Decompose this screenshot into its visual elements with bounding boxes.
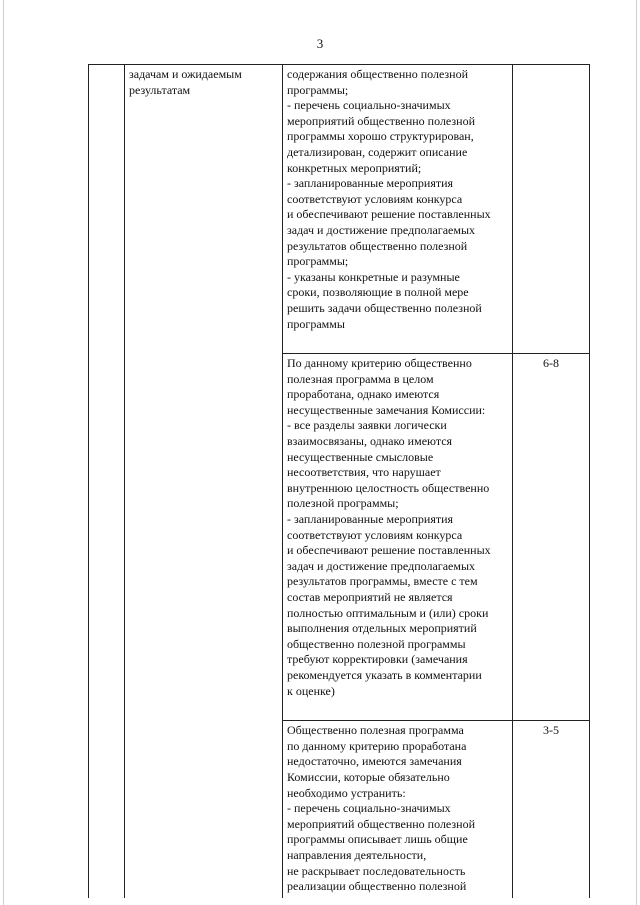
text-line: детализирован, содержит описание bbox=[287, 144, 468, 159]
text-line: направления деятельности, bbox=[287, 847, 427, 862]
description-cell bbox=[283, 721, 513, 898]
number-cell bbox=[89, 65, 125, 898]
description-text bbox=[287, 356, 508, 699]
criterion-text bbox=[129, 67, 278, 98]
page-number: 3 bbox=[316, 36, 324, 51]
text-line: полезной программы; bbox=[287, 496, 399, 511]
text-line: - перечень социально-значимых bbox=[287, 98, 451, 113]
description-cell bbox=[283, 65, 513, 354]
scan-edge-right bbox=[636, 0, 637, 905]
text-line: требуют корректировки (замечания bbox=[287, 652, 468, 667]
text-line: рекомендуется указать в комментарии bbox=[287, 667, 482, 682]
text-line: не раскрывает последовательность bbox=[287, 863, 466, 878]
text-line: содержания общественно полезной bbox=[287, 67, 469, 81]
text-line: - все разделы заявки логически bbox=[287, 418, 447, 433]
text-line: программы bbox=[287, 316, 345, 331]
text-line: мероприятий общественно полезной bbox=[287, 113, 475, 128]
text-line: полезная программа в целом bbox=[287, 371, 434, 386]
text-line: полностью оптимальным и (или) сроки bbox=[287, 605, 489, 620]
text-line: Комиссии, которые обязательно bbox=[287, 769, 450, 784]
text-line: соответствуют условиям конкурса bbox=[287, 191, 463, 206]
text-line: сроки, позволяющие в полной мере bbox=[287, 285, 469, 300]
text-line: и обеспечивают решение поставленных bbox=[287, 207, 491, 222]
scan-edge-left bbox=[3, 0, 4, 905]
description-text bbox=[287, 723, 508, 895]
text-line: недостаточно, имеются замечания bbox=[287, 754, 462, 769]
text-line: Общественно полезная программа bbox=[287, 723, 464, 738]
description-cell bbox=[283, 354, 513, 721]
text-line: общественно полезной программы bbox=[287, 636, 466, 651]
text-line: решить задачи общественно полезной bbox=[287, 300, 482, 315]
text-line: необходимо устранить: bbox=[287, 785, 406, 800]
text-line: несущественные замечания Комиссии: bbox=[287, 402, 486, 417]
text-line: задач и достижение предполагаемых bbox=[287, 558, 476, 573]
score-cell: 6-8 bbox=[513, 354, 590, 721]
text-line: - перечень социально-значимых bbox=[287, 801, 451, 816]
text-line: - запланированные мероприятия bbox=[287, 176, 454, 191]
description-text bbox=[287, 67, 508, 332]
text-line: проработана, однако имеются bbox=[287, 387, 440, 402]
text-line: реализации общественно полезной bbox=[287, 879, 467, 894]
text-line: - запланированные мероприятия bbox=[287, 512, 454, 527]
text-line: результатов общественно полезной bbox=[287, 238, 468, 253]
text-line: и обеспечивают решение поставленных bbox=[287, 543, 491, 558]
text-line: программы хорошо структурирован, bbox=[287, 129, 474, 144]
text-line: выполнения отдельных мероприятий bbox=[287, 621, 477, 636]
text-line: соответствуют условиям конкурса bbox=[287, 527, 463, 542]
text-line: состав мероприятий не является bbox=[287, 590, 453, 604]
text-line: задачам и ожидаемым bbox=[129, 67, 242, 81]
text-line: - указаны конкретные и разумные bbox=[287, 269, 460, 284]
text-line: несущественные смысловые bbox=[287, 449, 434, 464]
text-line: конкретных мероприятий; bbox=[287, 160, 422, 175]
text-line: к оценке) bbox=[287, 683, 335, 698]
score-cell: 3-5 bbox=[513, 721, 590, 898]
text-line: программы описывает лишь общие bbox=[287, 832, 468, 847]
table-row bbox=[89, 65, 590, 354]
text-line: внутреннюю целостность общественно bbox=[287, 480, 490, 495]
criterion-cell bbox=[125, 65, 283, 898]
text-line: задач и достижение предполагаемых bbox=[287, 222, 476, 237]
text-line: мероприятий общественно полезной bbox=[287, 816, 475, 831]
criteria-table bbox=[88, 64, 590, 898]
text-line: По данному критерию общественно bbox=[287, 356, 472, 371]
text-line: результатам bbox=[129, 82, 191, 97]
text-line: программы; bbox=[287, 254, 349, 269]
text-line: взаимосвязаны, однако имеются bbox=[287, 434, 453, 449]
text-line: несоответствия, что нарушает bbox=[287, 465, 441, 480]
text-line: результатов программы, вместе с тем bbox=[287, 574, 478, 589]
score-cell bbox=[513, 65, 590, 354]
text-line: по данному критерию проработана bbox=[287, 738, 467, 753]
text-line: программы; bbox=[287, 82, 349, 97]
